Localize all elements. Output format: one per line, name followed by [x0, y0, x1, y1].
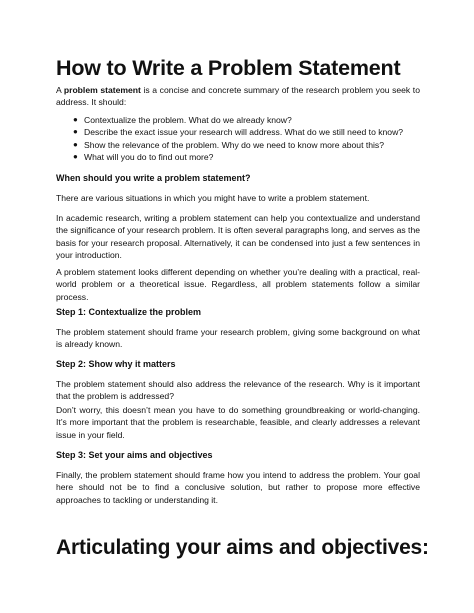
- list-item-text: Contextualize the problem. What do we already know?: [84, 115, 292, 125]
- section-heading-when: When should you write a problem statement?: [56, 173, 251, 183]
- paragraph: The problem statement should frame your research problem, giving some background on what is already known.: [56, 327, 420, 350]
- list-item: [56, 139, 420, 151]
- paragraph: A problem statement looks different depending on whether you’re dealing with a practical, real-world problem or a theoretical issue. Regardless, all problem statements follow a similar process.: [56, 267, 420, 302]
- section-heading-aims: Articulating your aims and objectives:: [56, 536, 429, 559]
- section-heading-step1: Step 1: Contextualize the problem: [56, 307, 202, 317]
- intro-term: problem statement: [63, 85, 141, 95]
- bullet-icon: ●: [73, 139, 78, 149]
- list-item: [56, 151, 420, 163]
- section-heading-step2: Step 2: Show why it matters: [56, 359, 176, 369]
- intro-rest: is a concise and concrete summary of the research problem you seek to address. It should:: [56, 85, 420, 108]
- bullet-icon: ●: [73, 127, 78, 137]
- list-item: [56, 114, 420, 126]
- intro-paragraph: [56, 84, 420, 109]
- list-item: [56, 126, 420, 138]
- list-item-text: What will you do to find out more?: [84, 151, 214, 162]
- paragraph: In academic research, writing a problem statement can help you contextualize and understand the significance of your research problem. It is often several paragraphs long, and serves as the basis for your research proposal. Alternatively, it can be condensed into just a few sentences in your introduction.: [56, 213, 421, 260]
- list-item-text: Describe the exact issue your research will address. What do we still need to know?: [84, 127, 404, 138]
- list-item-text: Show the relevance of the problem. Why do we need to know more about this?: [84, 139, 384, 150]
- bullet-icon: ●: [73, 115, 78, 124]
- paragraph: Finally, the problem statement should frame how you intend to address the problem. Your goal here should not be to find a conclusive solution, but rather to propose more effective approaches to tackling or understanding it.: [56, 470, 420, 505]
- paragraph: There are various situations in which you might have to write a problem statement.: [56, 193, 370, 203]
- paragraph: The problem statement should also address the relevance of the research. Why is it important that the problem is addressed?: [56, 379, 420, 402]
- section-heading-step3: Step 3: Set your aims and objectives: [56, 450, 213, 460]
- requirements-list: [56, 114, 420, 163]
- paragraph: Don’t worry, this doesn’t mean you have to do something groundbreaking or world-changing. It’s more important that the problem is researchable, feasible, and clearly addresses a relevant issue in your field.: [56, 405, 420, 440]
- intro-prefix: A: [56, 85, 64, 95]
- bullet-icon: ●: [73, 151, 78, 161]
- page-title: How to Write a Problem Statement: [56, 56, 401, 80]
